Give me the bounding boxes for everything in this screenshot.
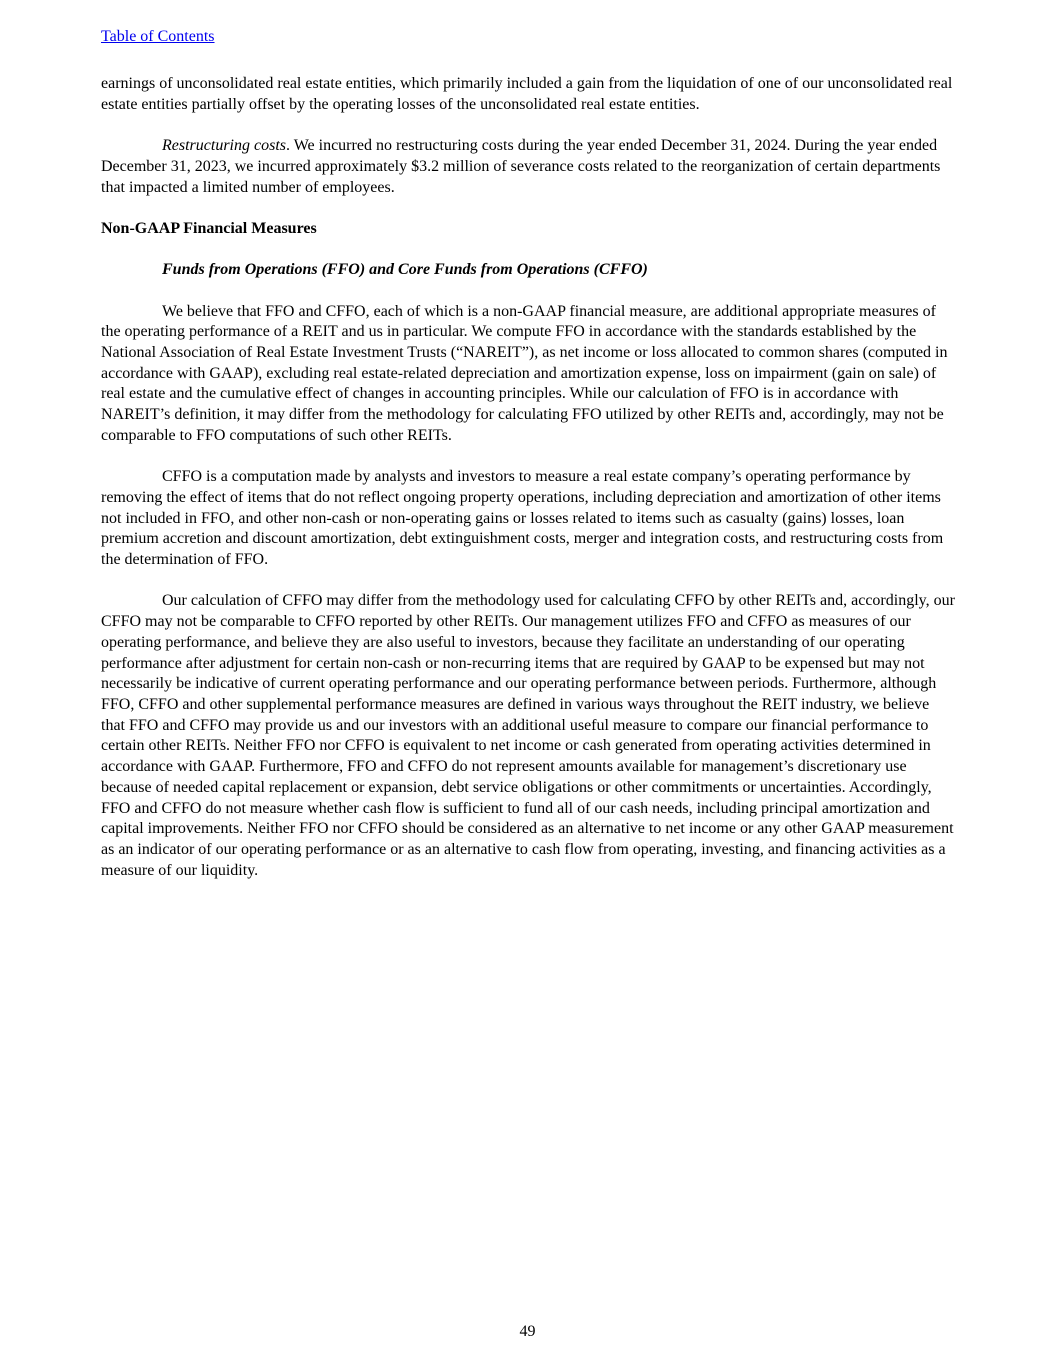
restructuring-costs-text: . We incurred no restructuring costs during the year ended December 31, 2024. During the year ended December 31, 2023, we incurred approximately $3.2 million of severance costs related to the reorganization of certain departments that impacted a limited number of employees. bbox=[101, 137, 941, 196]
paragraph-ffo-definition: We believe that FFO and CFFO, each of which is a non-GAAP financial measure, are additional appropriate measures of the operating performance of a REIT and us in particular. We compute FFO in accordance with the standards established by the National Association of Real Estate Investment Trusts (“NAREIT”), as net income or loss allocated to common shares (computed in accordance with GAAP), excluding real estate-related depreciation and amortization expense, loss on impairment (gain on sale) of real estate and the cumulative effect of changes in accounting principles. While our calculation of FFO is in accordance with NAREIT’s definition, it may differ from the methodology for calculating FFO utilized by other REITs and, accordingly, may not be comparable to FFO computations of such other REITs. bbox=[101, 302, 948, 444]
paragraph-cffo-definition: CFFO is a computation made by analysts and investors to measure a real estate company’s operating performance by removing the effect of items that do not reflect ongoing property operations, including depreciation and amortization of other items not included in FFO, and other non-cash or non-operating gains or losses related to items such as casualty (gains) losses, loan premium accretion and discount amortization, debt extinguishment costs, merger and integration costs, and restructuring costs from the determination of FFO. bbox=[101, 468, 944, 569]
restructuring-costs-term: Restructuring costs bbox=[162, 137, 286, 155]
page-number: 49 bbox=[519, 1323, 536, 1340]
paragraph-restructuring-costs bbox=[101, 136, 957, 198]
subsection-heading: Funds from Operations (FFO) and Core Funds from Operations (CFFO) bbox=[162, 261, 648, 279]
paragraph-cffo-usage: Our calculation of CFFO may differ from the methodology used for calculating CFFO by other REITs and, accordingly, our CFFO may not be comparable to CFFO reported by other REITs. Our management utilizes FFO and CFFO as measures of our operating performance, and believe they are also useful to investors, because they facilitate an understanding of our operating performance after adjustment for certain non-cash or non-recurring items that are required by GAAP to be expensed but may not necessarily be indicative of current operating performance and our operating performance between periods. Furthermore, although FFO, CFFO and other supplemental performance measures are defined in various ways throughout the REIT industry, we believe that FFO and CFFO may provide us and our investors with an additional useful measure to compare our financial performance to certain other REITs. Neither FFO nor CFFO is equivalent to net income or cash generated from operating activities determined in accordance with GAAP. Furthermore, FFO and CFFO do not represent amounts available for management’s discretionary use because of needed capital replacement or expansion, debt service obligations or other commitments or uncertainties. Accordingly, FFO and CFFO do not measure whether cash flow is sufficient to fund all of our cash needs, including principal amortization and capital improvements. Neither FFO nor CFFO should be considered as an alternative to net income or any other GAAP measurement as an indicator of our operating performance or as an alternative to cash flow from operating, investing, and financing activities as a measure of our liquidity. bbox=[101, 592, 955, 879]
paragraph-unconsolidated-earnings: earnings of unconsolidated real estate entities, which primarily included a gain from the liquidation of one of our unconsolidated real estate entities partially offset by the operating losses of the unconsolidated real estate entities. bbox=[101, 75, 953, 113]
table-of-contents-link[interactable]: Table of Contents bbox=[101, 28, 215, 45]
section-heading: Non-GAAP Financial Measures bbox=[101, 219, 317, 237]
page-body bbox=[101, 74, 957, 902]
